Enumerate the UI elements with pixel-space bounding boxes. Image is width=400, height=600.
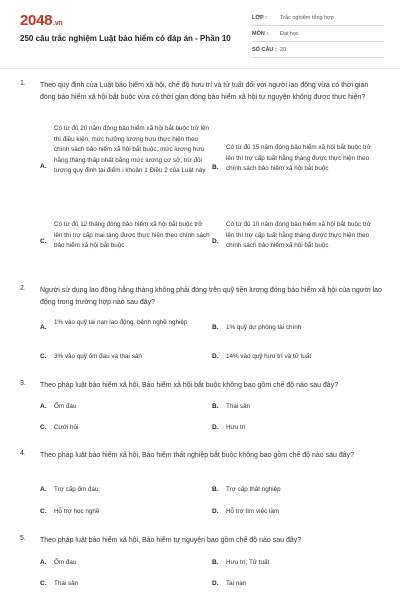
option-letter: C. — [40, 424, 47, 431]
question-text: Theo pháp luật bảo hiểm xã hội, Bảo hiểm xã hội bắt buộc không bao gồm chế độ nào sau đây? — [40, 382, 339, 389]
option-letter: B. — [212, 164, 219, 171]
option-letter: A. — [40, 324, 47, 331]
option-a[interactable] — [40, 402, 210, 414]
option-text: 14% vào quỹ hưu trí và tử tuất — [226, 353, 312, 360]
option-letter: C. — [40, 238, 47, 245]
meta-row-class — [252, 10, 384, 26]
option-text: Có từ đủ 12 tháng đóng bảo hiểm xã hội bắt buộc trở lên thì trợ cấp mai táng được thực hiện theo chính sách bảo hiểm xã hội bắt buộc — [54, 221, 210, 249]
question-number: 2. — [20, 285, 26, 292]
option-letter: A. — [40, 403, 47, 410]
option-text: Hỗ trợ tìm việc làm — [226, 508, 280, 515]
meta-info — [252, 10, 384, 58]
option-letter: B. — [212, 324, 219, 331]
option-letter: B. — [212, 403, 219, 410]
option-text: 1% vào quỹ tai nạn lao động, bệnh nghề nghiệp — [54, 319, 188, 326]
option-c[interactable] — [40, 579, 210, 591]
option-a[interactable] — [40, 318, 210, 340]
option-b[interactable] — [212, 143, 382, 193]
option-letter: A. — [40, 559, 47, 566]
option-letter: D. — [212, 353, 219, 360]
question-text: Theo pháp luật bảo hiểm xã hội, Bảo hiểm thất nghiệp bắt buộc không bao gồm chế độ nào sau đây? — [40, 452, 355, 459]
question-number: 4. — [20, 450, 26, 457]
option-text: Thai sản — [54, 580, 79, 587]
option-d[interactable] — [212, 352, 382, 364]
option-d[interactable] — [212, 507, 382, 519]
option-b[interactable] — [212, 485, 382, 497]
question-1 — [20, 80, 382, 270]
option-d[interactable] — [212, 220, 382, 268]
option-letter: B. — [212, 559, 219, 566]
option-text: Cưới hỏi — [54, 424, 79, 431]
option-c[interactable] — [40, 220, 210, 268]
question-text: Người sử dụng lao động hằng tháng không phải đóng trên quỹ tiền lương đóng bảo hiểm xã hội của người lao động trong trường hợp nào sau đây? — [40, 287, 382, 306]
question-3 — [20, 380, 382, 440]
option-letter: D. — [212, 580, 219, 587]
site-logo[interactable]: 2048.vn — [20, 12, 63, 29]
question-number: 5. — [20, 535, 26, 542]
option-letter: A. — [40, 163, 47, 170]
option-b[interactable] — [212, 402, 382, 414]
option-letter: C. — [40, 580, 47, 587]
option-text: Hỗ trợ học nghề — [54, 508, 100, 515]
meta-label: LỚP : — [252, 14, 267, 21]
option-text: 1% quỹ dự phòng tài chính — [226, 324, 302, 331]
option-text: Trợ cấp thất nghiệp — [226, 486, 281, 493]
option-text: Ốm đau — [54, 403, 77, 410]
option-text: Hưu trí — [226, 424, 246, 431]
option-b[interactable] — [212, 558, 382, 570]
option-text: Có từ đủ 20 năm đóng bảo hiểm xã hội bắt buộc trở lên thì điều kiện, mức hưởng lương hưu thực hiện theo chính sách bảo hiểm xã hội bắt buộc; mức lương hưu hằng tháng thấp nhất bằng mức lương cơ sở, trừ đối tượng quy định tại điểm i khoản 1 Điều 2 của Luật này — [54, 125, 210, 174]
option-a[interactable] — [40, 124, 210, 214]
option-text: Ốm đau — [54, 559, 77, 566]
question-number: 1. — [20, 80, 26, 87]
option-text: Có từ đủ 10 năm đóng bảo hiểm xã hội bắt buộc trở lên thì trợ cấp tuất hằng tháng được thực hiện theo chính sách bảo hiểm xã hội bắt buộc — [226, 221, 371, 249]
meta-label: MÔN : — [252, 30, 269, 37]
option-d[interactable] — [212, 579, 382, 591]
option-letter: A. — [40, 486, 47, 493]
meta-value: Trắc nghiệm tổng hợp — [280, 14, 334, 21]
question-text: Theo pháp luật bảo hiểm xã hội, Bảo hiểm tự nguyện bao gồm chế độ nào sau đây? — [40, 537, 302, 544]
option-letter: C. — [40, 353, 47, 360]
option-a[interactable] — [40, 558, 210, 570]
question-text: Theo quy định của Luật bảo hiểm xã hội, chế độ hưu trí và tử tuất đối với người lao động vừa có thời gian đóng bảo hiểm xã hội bắt buộc vừa có thời gian đóng bảo hiểm xã hội tự nguyện không được thực hiện? — [40, 82, 369, 101]
header-divider — [0, 68, 400, 69]
option-c[interactable] — [40, 423, 210, 435]
option-a[interactable] — [40, 485, 210, 497]
option-text: 3% vào quỹ ốm đau và thai sản — [54, 353, 142, 360]
meta-row-count — [252, 42, 384, 58]
meta-value: Đại học — [280, 30, 299, 37]
document-title: 250 câu trắc nghiệm Luật bảo hiểm có đáp án - Phần 10 — [20, 34, 231, 43]
option-d[interactable] — [212, 423, 382, 435]
meta-row-subject — [252, 26, 384, 42]
option-text: Có từ đủ 15 năm đóng bảo hiểm xã hội bắt buộc trở lên thì trợ cấp tuất hằng tháng được thực hiện theo chính sách bảo hiểm xã hội bắt buộc — [226, 144, 371, 172]
question-5 — [20, 535, 382, 595]
question-number: 3. — [20, 380, 26, 387]
option-text: Tai nạn — [226, 580, 247, 587]
meta-value: 20 — [280, 46, 287, 53]
meta-label: SỐ CÂU : — [252, 46, 277, 53]
option-letter: C. — [40, 508, 47, 515]
option-c[interactable] — [40, 352, 210, 364]
question-4 — [20, 450, 382, 525]
question-2 — [20, 285, 382, 370]
option-text: Trợ cấp ốm đau — [54, 486, 99, 493]
option-text: Hưu trí; Tử tuất — [226, 559, 270, 566]
option-c[interactable] — [40, 507, 210, 519]
option-letter: D. — [212, 238, 219, 245]
option-b[interactable] — [212, 323, 382, 335]
page-header — [0, 0, 400, 66]
option-letter: D. — [212, 508, 219, 515]
option-letter: B. — [212, 486, 219, 493]
option-text: Thai sản — [226, 403, 251, 410]
option-letter: D. — [212, 424, 219, 431]
